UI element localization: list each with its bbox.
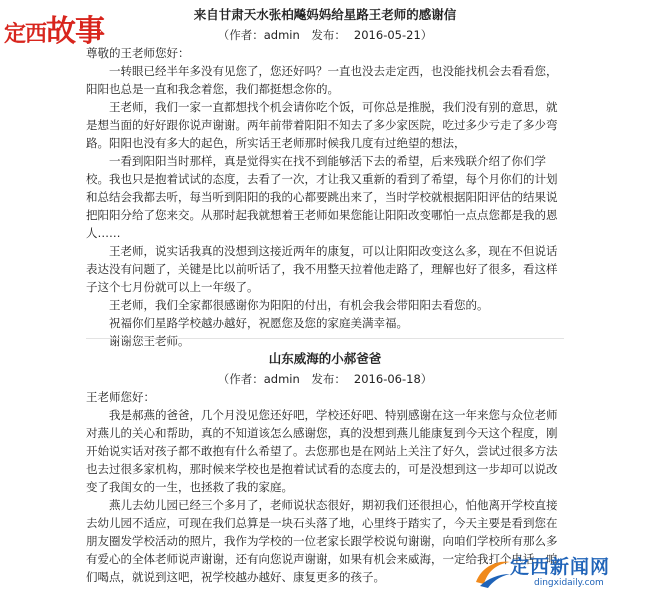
letter-2 xyxy=(86,350,564,586)
logo-text-big: 故事 xyxy=(46,14,105,49)
letter-2-greeting: 王老师您好： xyxy=(86,390,155,404)
letter-2-meta xyxy=(86,370,564,388)
watermark-logo xyxy=(472,552,642,596)
logo-text-small: 定西 xyxy=(4,21,47,47)
letter-1-meta xyxy=(86,26,564,44)
letter-2-author: （作者：admin xyxy=(217,372,300,386)
letter-1-paragraph: 一转眼已经半年多没有见您了，您还好吗？一直也没去走定西，也没能找机会去看看您，阳阳也总是一直和我念着您，我们都挺想念你的。 xyxy=(86,64,558,96)
swoosh-icon xyxy=(472,556,512,590)
letter-1-date: 2016-05-21） xyxy=(353,28,433,42)
letter-2-date-label: 发布： xyxy=(311,372,346,386)
letter-1-paragraph: 一看到阳阳当时那样，真是觉得实在找不到能够活下去的希望，后来残联介绍了你们学校。我也只是抱着试试的态度，去看了一次，才让我又重新的看到了希望，每个月你们的计划和总结会我都去听，每当听到阳阳的我的心都要跳出来了，当时学校就根据阳阳评估的结果说把阳阳分给了您来交。从那时起我就想着王老师如果您能让阳阳改变哪怕一点点您都是我的恩人…… xyxy=(86,154,558,240)
letter-1-paragraph: 王老师，我们一家一直都想找个机会请你吃个饭，可你总是推脱，我们没有别的意思，就是想当面的好好跟你说声谢谢。两年前带着阳阳不知去了多少家医院，吃过多少亏走了多少弯路。阳阳也没有多大的起色，所实话王老师那时候我几度有过绝望的想法， xyxy=(86,100,558,150)
letter-1-paragraph: 王老师，我们全家都很感谢你为阳阳的付出，有机会我会带阳阳去看您的。 xyxy=(109,298,489,312)
letter-1-paragraph: 谢谢您王老师。 xyxy=(109,334,190,348)
watermark-url: dingxidaily.com xyxy=(534,578,604,588)
letter-1-paragraph: 王老师，说实话我真的没想到这接近两年的康复，可以让阳阳改变这么多，现在不但说话表达没有问题了，关键是比以前听话了，我不用整天拉着他走路了，理解也好了很多，看这样子这个七月份就可以上一年级了。 xyxy=(86,244,558,294)
letter-1-greeting: 尊敬的王老师您好： xyxy=(86,46,190,60)
letter-2-paragraph: 我是郝燕的爸爸，几个月没见您还好吧，学校还好吧、特别感谢在这一年来您与众位老师对燕儿的关心和帮助，真的不知道该怎么感谢您，真的没想到燕儿能康复到今天这个程度，刚开始说实话对孩子都不敢抱有什么希望了。去您那也是在网站上关注了好久，尝试过很多方法也去过很多家机构，那时候来学校也是抱着试试看的态度去的，可是没想到这一步却可以说改变了我闺女的一生，也拯救了我的家庭。 xyxy=(86,408,558,494)
letter-1-date-label: 发布： xyxy=(311,28,346,42)
watermark-name: 定西新闻网 xyxy=(510,556,611,578)
letter-divider xyxy=(86,338,564,339)
letter-1-title: 来自甘肃天水张柏飚妈妈给星路王老师的感谢信 xyxy=(193,7,457,22)
letter-1 xyxy=(86,6,564,350)
letter-2-paragraph: 燕儿去幼儿园已经三个多月了，老师说状态很好，期初我们还很担心，怕他离开学校直接去幼儿园不适应，可现在我们总算是一块石头落了地，心里终于踏实了，今天主要是看到您在朋友圈发学校活动的照片，我作为学校的一位老家长跟学校说句谢谢，向咱们学校所有那么多有爱心的全体老师说声谢谢，还有向您说声谢谢，如果有机会来威海，一定给我打个电话，咱们喝点，就说到这吧，祝学校越办越好、康复更多的孩子。 xyxy=(86,498,558,584)
letter-1-paragraph: 祝福你们星路学校越办越好，祝愿您及您的家庭美满幸福。 xyxy=(109,316,408,330)
letter-2-title: 山东威海的小郝爸爸 xyxy=(268,351,382,366)
letter-2-date: 2016-06-18） xyxy=(353,372,433,386)
letter-1-author: （作者：admin xyxy=(217,28,300,42)
